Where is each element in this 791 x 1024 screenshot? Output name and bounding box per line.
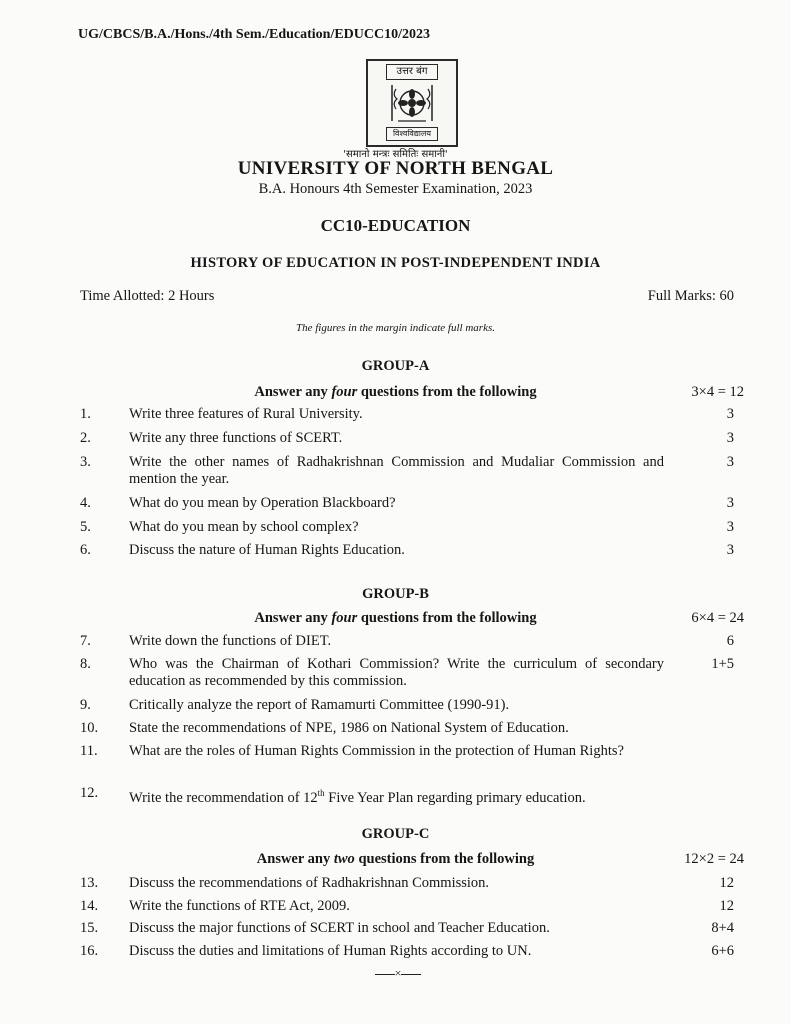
group-title: GROUP-C: [361, 826, 430, 842]
emblem-icon: [388, 81, 436, 125]
group-title: GROUP-A: [361, 358, 430, 374]
full-marks: Full Marks: 60: [647, 288, 734, 304]
university-logo: [366, 59, 458, 147]
group-instruction: Answer any two questions from the following: [256, 851, 535, 867]
group-marks: 12×2 = 24: [684, 851, 744, 867]
motto: 'समानो मन्त्रः समितिः समानी': [343, 149, 448, 160]
group-marks: 3×4 = 12: [691, 384, 744, 400]
marks-note: The figures in the margin indicate full marks.: [295, 322, 495, 334]
paper-code: UG/CBCS/B.A./Hons./4th Sem./Education/EDUCC10/2023: [78, 27, 430, 42]
exam-title: B.A. Honours 4th Semester Examination, 2023: [258, 181, 533, 197]
time-allotted: Time Allotted: 2 Hours: [80, 288, 215, 304]
group-instruction: Answer any four questions from the following: [254, 610, 537, 626]
logo-bottom-text: विश्वविद्यालय: [386, 127, 438, 141]
end-of-paper-mark: ×: [368, 966, 428, 981]
group-title: GROUP-B: [362, 586, 429, 602]
logo-top-text: उत्तर बंग: [386, 64, 438, 80]
group-marks: 6×4 = 24: [691, 610, 744, 626]
group-instruction: Answer any four questions from the following: [254, 384, 537, 400]
university-name: UNIVERSITY OF NORTH BENGAL: [237, 158, 554, 179]
subject-title: HISTORY OF EDUCATION IN POST-INDEPENDENT INDIA: [190, 255, 601, 271]
paper-title: CC10-EDUCATION: [320, 216, 471, 235]
